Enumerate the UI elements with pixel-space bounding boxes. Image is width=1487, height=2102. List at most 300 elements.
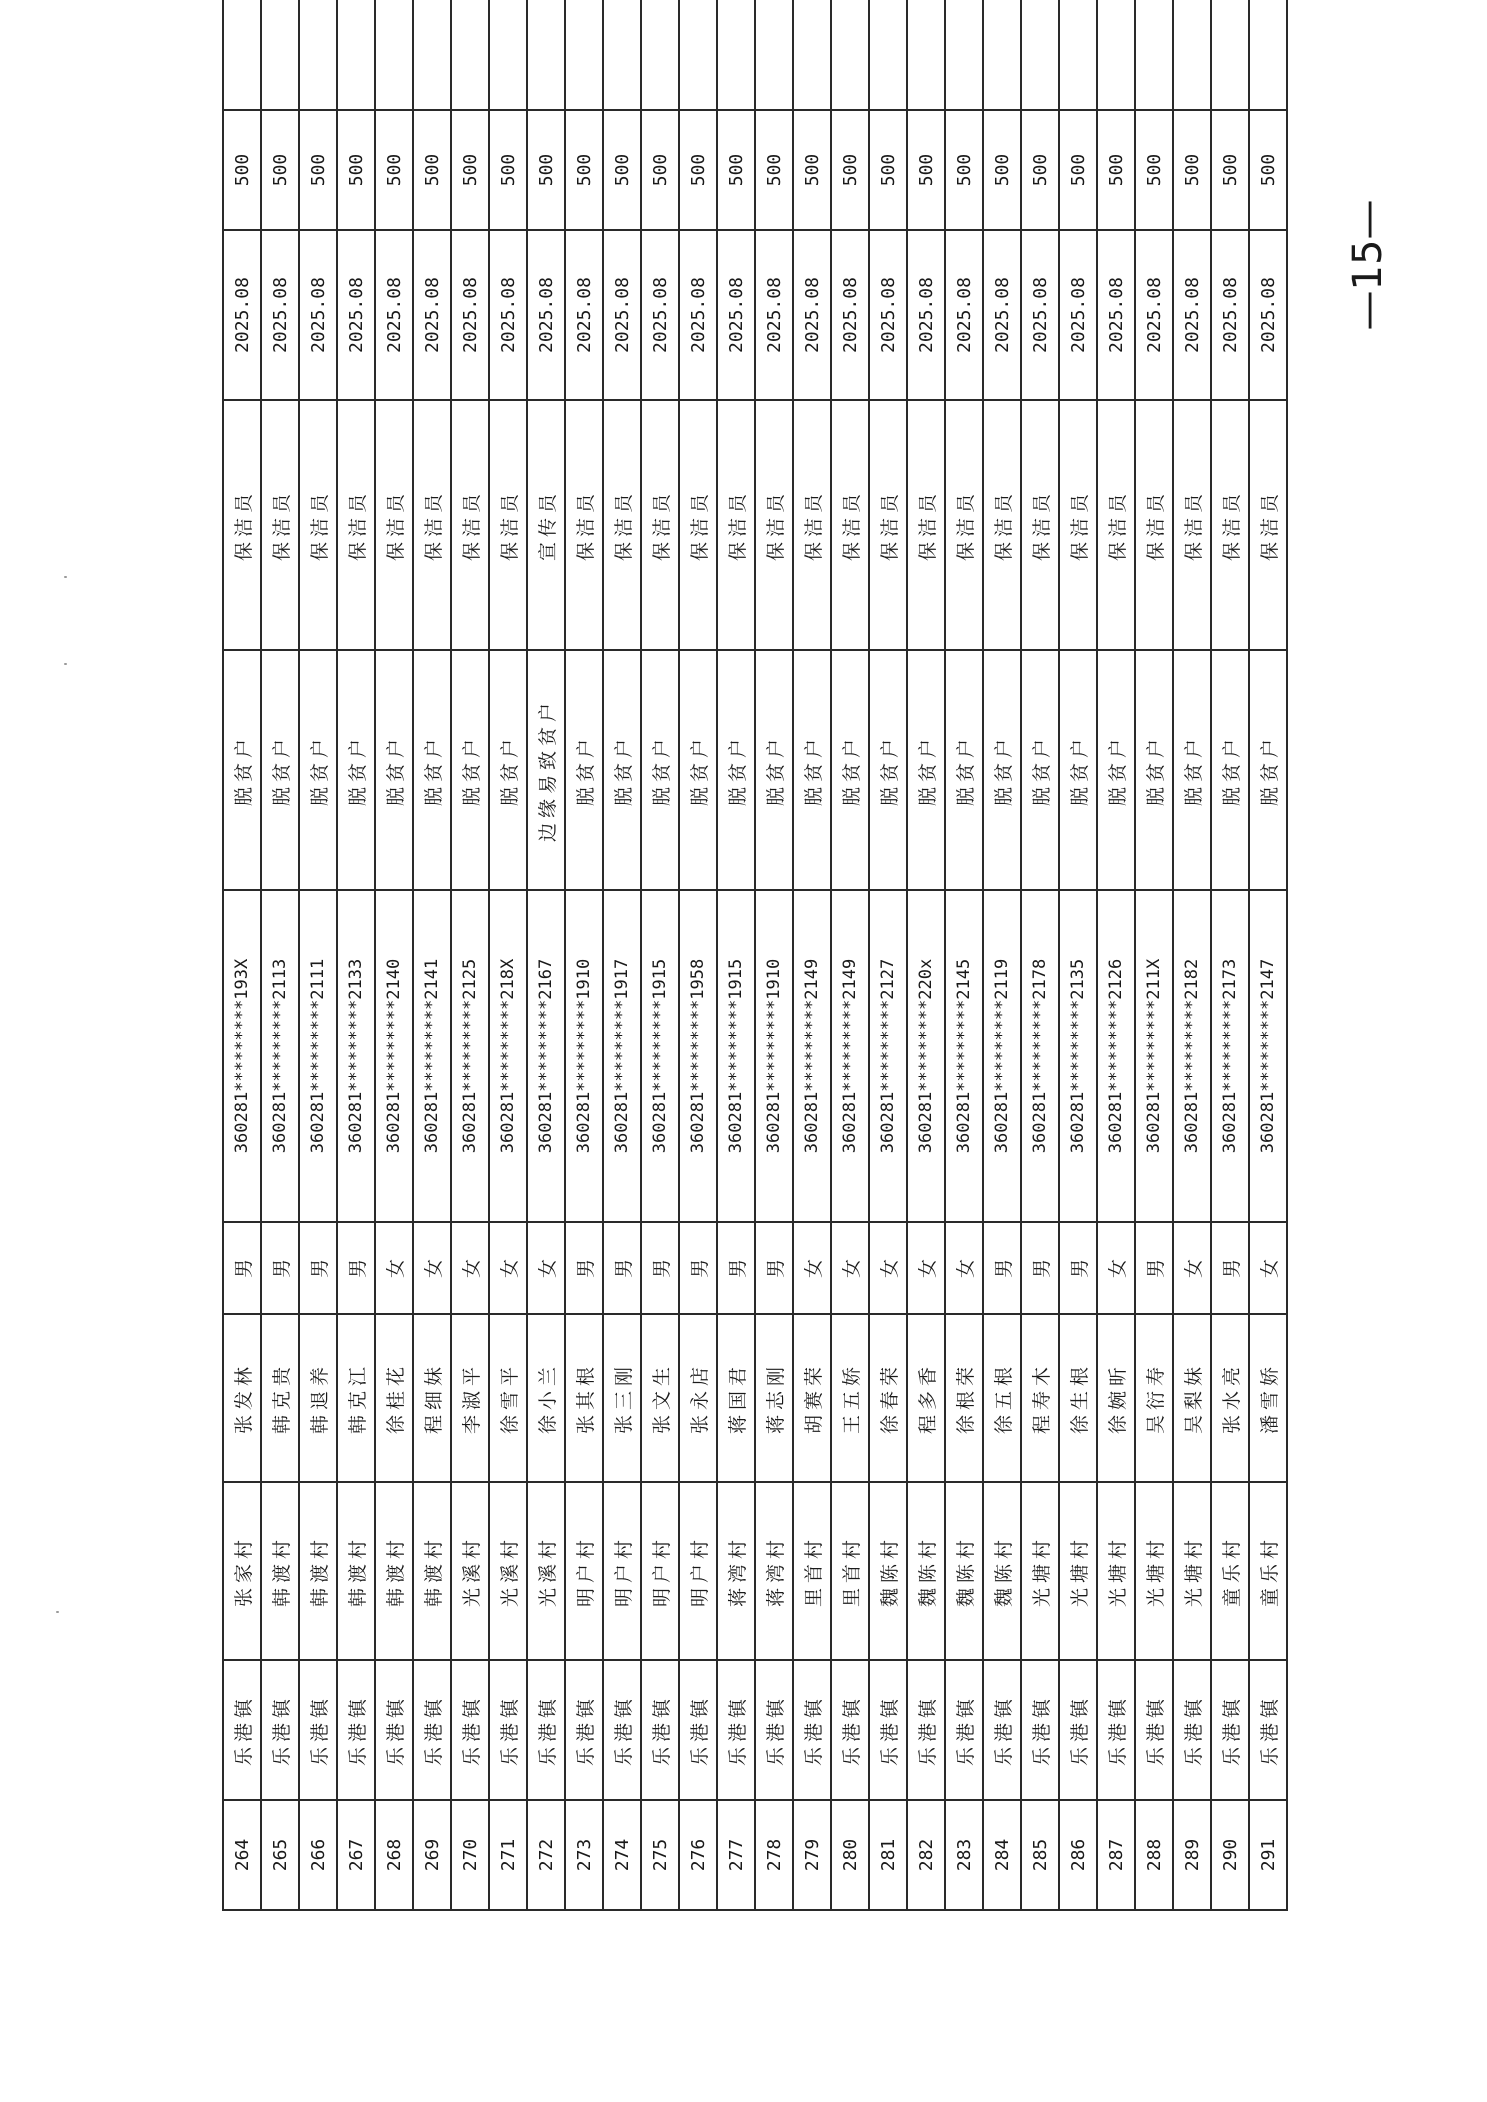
cell-village: 光溪村 [489, 1482, 527, 1660]
cell-village: 韩渡村 [375, 1482, 413, 1660]
cell-blank [603, 0, 641, 110]
cell-post: 保洁员 [1097, 400, 1135, 650]
cell-name: 蒋国君 [717, 1314, 755, 1482]
cell-town: 乐港镇 [261, 1660, 299, 1800]
cell-amount: 500 [1173, 110, 1211, 230]
cell-name: 韩克江 [337, 1314, 375, 1482]
cell-name: 程多香 [907, 1314, 945, 1482]
cell-no: 266 [299, 1800, 337, 1910]
cell-blank [1059, 0, 1097, 110]
cell-date: 2025.08 [1059, 230, 1097, 400]
cell-town: 乐港镇 [223, 1660, 261, 1800]
cell-id-number: 360281*********1958 [679, 890, 717, 1222]
cell-town: 乐港镇 [945, 1660, 983, 1800]
cell-amount: 500 [223, 110, 261, 230]
cell-town: 乐港镇 [717, 1660, 755, 1800]
cell-name: 胡赛荣 [793, 1314, 831, 1482]
cell-no: 281 [869, 1800, 907, 1910]
page-number [1338, 190, 1398, 340]
cell-post: 保洁员 [793, 400, 831, 650]
cell-id-number: 360281*********218X [489, 890, 527, 1222]
cell-date: 2025.08 [527, 230, 565, 400]
cell-post: 保洁员 [261, 400, 299, 650]
cell-amount: 500 [907, 110, 945, 230]
cell-no: 267 [337, 1800, 375, 1910]
cell-blank [1135, 0, 1173, 110]
cell-household-type: 脱贫户 [755, 650, 793, 890]
cell-sex: 男 [603, 1222, 641, 1314]
cell-no: 275 [641, 1800, 679, 1910]
cell-amount: 500 [1135, 110, 1173, 230]
cell-amount: 500 [451, 110, 489, 230]
cell-amount: 500 [1097, 110, 1135, 230]
cell-date: 2025.08 [831, 230, 869, 400]
cell-name: 吴梨妹 [1173, 1314, 1211, 1482]
cell-town: 乐港镇 [641, 1660, 679, 1800]
cell-blank [945, 0, 983, 110]
cell-date: 2025.08 [299, 230, 337, 400]
cell-household-type: 脱贫户 [375, 650, 413, 890]
cell-blank [1021, 0, 1059, 110]
cell-date: 2025.08 [983, 230, 1021, 400]
table-row [451, 0, 489, 1910]
table-row [907, 0, 945, 1910]
cell-amount: 500 [375, 110, 413, 230]
cell-village: 光塘村 [1135, 1482, 1173, 1660]
table-row [1059, 0, 1097, 1910]
cell-sex: 女 [413, 1222, 451, 1314]
table-row [413, 0, 451, 1910]
cell-date: 2025.08 [337, 230, 375, 400]
cell-id-number: 360281*********2125 [451, 890, 489, 1222]
cell-post: 保洁员 [299, 400, 337, 650]
table-row [565, 0, 603, 1910]
cell-town: 乐港镇 [1021, 1660, 1059, 1800]
cell-name: 张永店 [679, 1314, 717, 1482]
cell-amount: 500 [1059, 110, 1097, 230]
cell-sex: 女 [375, 1222, 413, 1314]
cell-village: 光塘村 [1021, 1482, 1059, 1660]
cell-sex: 男 [679, 1222, 717, 1314]
subsidy-table [222, 0, 1288, 1911]
cell-post: 保洁员 [945, 400, 983, 650]
table-row [679, 0, 717, 1910]
cell-town: 乐港镇 [1135, 1660, 1173, 1800]
cell-household-type: 脱贫户 [1173, 650, 1211, 890]
scan-speck [56, 1611, 59, 1613]
cell-blank [869, 0, 907, 110]
cell-date: 2025.08 [869, 230, 907, 400]
table-row [299, 0, 337, 1910]
cell-name: 王五娇 [831, 1314, 869, 1482]
cell-village: 魏陈村 [869, 1482, 907, 1660]
cell-amount: 500 [337, 110, 375, 230]
cell-village: 明户村 [641, 1482, 679, 1660]
cell-sex: 女 [1173, 1222, 1211, 1314]
cell-date: 2025.08 [565, 230, 603, 400]
cell-id-number: 360281*********2140 [375, 890, 413, 1222]
cell-village: 蒋湾村 [755, 1482, 793, 1660]
cell-amount: 500 [869, 110, 907, 230]
table-row [793, 0, 831, 1910]
cell-sex: 男 [755, 1222, 793, 1314]
cell-id-number: 360281*********2178 [1021, 890, 1059, 1222]
cell-sex: 男 [1135, 1222, 1173, 1314]
cell-sex: 男 [717, 1222, 755, 1314]
cell-sex: 男 [983, 1222, 1021, 1314]
cell-amount: 500 [261, 110, 299, 230]
cell-post: 保洁员 [1135, 400, 1173, 650]
cell-no: 286 [1059, 1800, 1097, 1910]
cell-town: 乐港镇 [451, 1660, 489, 1800]
cell-village: 里首村 [831, 1482, 869, 1660]
cell-id-number: 360281*********1910 [565, 890, 603, 1222]
cell-date: 2025.08 [223, 230, 261, 400]
cell-name: 徐小兰 [527, 1314, 565, 1482]
cell-name: 徐雪平 [489, 1314, 527, 1482]
cell-post: 宣传员 [527, 400, 565, 650]
cell-sex: 男 [261, 1222, 299, 1314]
cell-sex: 男 [337, 1222, 375, 1314]
cell-household-type: 脱贫户 [983, 650, 1021, 890]
cell-name: 徐桂花 [375, 1314, 413, 1482]
cell-no: 277 [717, 1800, 755, 1910]
cell-sex: 男 [565, 1222, 603, 1314]
cell-post: 保洁员 [755, 400, 793, 650]
cell-date: 2025.08 [1097, 230, 1135, 400]
cell-sex: 女 [907, 1222, 945, 1314]
cell-sex: 男 [223, 1222, 261, 1314]
cell-village: 明户村 [679, 1482, 717, 1660]
cell-blank [679, 0, 717, 110]
table-row [1135, 0, 1173, 1910]
cell-id-number: 360281*********193X [223, 890, 261, 1222]
cell-amount: 500 [1021, 110, 1059, 230]
cell-date: 2025.08 [1021, 230, 1059, 400]
cell-name: 张其根 [565, 1314, 603, 1482]
cell-village: 明户村 [603, 1482, 641, 1660]
cell-household-type: 脱贫户 [261, 650, 299, 890]
cell-household-type: 脱贫户 [641, 650, 679, 890]
cell-village: 蒋湾村 [717, 1482, 755, 1660]
cell-amount: 500 [603, 110, 641, 230]
cell-date: 2025.08 [755, 230, 793, 400]
cell-blank [793, 0, 831, 110]
cell-name: 吴衍寿 [1135, 1314, 1173, 1482]
cell-sex: 男 [1021, 1222, 1059, 1314]
cell-id-number: 360281*********2167 [527, 890, 565, 1222]
cell-post: 保洁员 [223, 400, 261, 650]
table-row [603, 0, 641, 1910]
cell-household-type: 脱贫户 [1097, 650, 1135, 890]
cell-town: 乐港镇 [793, 1660, 831, 1800]
cell-village: 光塘村 [1097, 1482, 1135, 1660]
cell-post: 保洁员 [831, 400, 869, 650]
cell-village: 光溪村 [527, 1482, 565, 1660]
cell-amount: 500 [1249, 110, 1287, 230]
cell-household-type: 脱贫户 [831, 650, 869, 890]
cell-household-type: 脱贫户 [679, 650, 717, 890]
cell-name: 张水亮 [1211, 1314, 1249, 1482]
cell-household-type: 脱贫户 [223, 650, 261, 890]
cell-id-number: 360281*********1917 [603, 890, 641, 1222]
document-table-container [222, 126, 1281, 1911]
cell-name: 徐五根 [983, 1314, 1021, 1482]
cell-town: 乐港镇 [565, 1660, 603, 1800]
cell-amount: 500 [565, 110, 603, 230]
cell-post: 保洁员 [1211, 400, 1249, 650]
cell-sex: 男 [641, 1222, 679, 1314]
cell-amount: 500 [527, 110, 565, 230]
cell-blank [413, 0, 451, 110]
cell-no: 276 [679, 1800, 717, 1910]
cell-household-type: 脱贫户 [1249, 650, 1287, 890]
cell-household-type: 脱贫户 [869, 650, 907, 890]
cell-date: 2025.08 [1173, 230, 1211, 400]
cell-blank [907, 0, 945, 110]
cell-name: 张发林 [223, 1314, 261, 1482]
cell-amount: 500 [413, 110, 451, 230]
cell-date: 2025.08 [907, 230, 945, 400]
cell-village: 韩渡村 [413, 1482, 451, 1660]
table-row [1211, 0, 1249, 1910]
cell-town: 乐港镇 [755, 1660, 793, 1800]
cell-sex: 女 [489, 1222, 527, 1314]
cell-post: 保洁员 [1059, 400, 1097, 650]
cell-no: 285 [1021, 1800, 1059, 1910]
cell-town: 乐港镇 [299, 1660, 337, 1800]
cell-town: 乐港镇 [603, 1660, 641, 1800]
cell-blank [755, 0, 793, 110]
cell-town: 乐港镇 [527, 1660, 565, 1800]
table-row [1173, 0, 1211, 1910]
cell-id-number: 360281*********211X [1135, 890, 1173, 1222]
cell-no: 270 [451, 1800, 489, 1910]
cell-town: 乐港镇 [413, 1660, 451, 1800]
cell-no: 265 [261, 1800, 299, 1910]
cell-household-type: 脱贫户 [489, 650, 527, 890]
cell-household-type: 脱贫户 [337, 650, 375, 890]
cell-post: 保洁员 [565, 400, 603, 650]
cell-blank [717, 0, 755, 110]
cell-date: 2025.08 [261, 230, 299, 400]
cell-no: 280 [831, 1800, 869, 1910]
cell-date: 2025.08 [413, 230, 451, 400]
table-row [869, 0, 907, 1910]
cell-amount: 500 [1211, 110, 1249, 230]
cell-blank [337, 0, 375, 110]
cell-id-number: 360281*********2135 [1059, 890, 1097, 1222]
cell-village: 韩渡村 [299, 1482, 337, 1660]
scan-speck [64, 663, 67, 665]
cell-household-type: 脱贫户 [1135, 650, 1173, 890]
cell-post: 保洁员 [337, 400, 375, 650]
cell-no: 288 [1135, 1800, 1173, 1910]
cell-date: 2025.08 [1135, 230, 1173, 400]
cell-village: 光溪村 [451, 1482, 489, 1660]
cell-post: 保洁员 [1249, 400, 1287, 650]
cell-town: 乐港镇 [1211, 1660, 1249, 1800]
cell-no: 284 [983, 1800, 1021, 1910]
cell-village: 里首村 [793, 1482, 831, 1660]
cell-id-number: 360281*********1915 [717, 890, 755, 1222]
cell-village: 光塘村 [1173, 1482, 1211, 1660]
cell-date: 2025.08 [717, 230, 755, 400]
cell-id-number: 360281*********2149 [831, 890, 869, 1222]
cell-amount: 500 [299, 110, 337, 230]
cell-post: 保洁员 [983, 400, 1021, 650]
cell-village: 童乐村 [1249, 1482, 1287, 1660]
cell-id-number: 360281*********2141 [413, 890, 451, 1222]
table-row [1097, 0, 1135, 1910]
cell-blank [261, 0, 299, 110]
cell-post: 保洁员 [413, 400, 451, 650]
cell-town: 乐港镇 [679, 1660, 717, 1800]
cell-no: 287 [1097, 1800, 1135, 1910]
cell-no: 269 [413, 1800, 451, 1910]
cell-amount: 500 [831, 110, 869, 230]
cell-date: 2025.08 [945, 230, 983, 400]
cell-village: 魏陈村 [907, 1482, 945, 1660]
cell-name: 张文生 [641, 1314, 679, 1482]
cell-household-type: 脱贫户 [1021, 650, 1059, 890]
cell-village: 魏陈村 [945, 1482, 983, 1660]
cell-name: 程细妹 [413, 1314, 451, 1482]
cell-id-number: 360281*********2149 [793, 890, 831, 1222]
table-row [983, 0, 1021, 1910]
cell-id-number: 360281*********1915 [641, 890, 679, 1222]
cell-village: 魏陈村 [983, 1482, 1021, 1660]
table-row [337, 0, 375, 1910]
cell-name: 徐生根 [1059, 1314, 1097, 1482]
cell-amount: 500 [717, 110, 755, 230]
cell-name: 徐婉昕 [1097, 1314, 1135, 1482]
cell-town: 乐港镇 [1059, 1660, 1097, 1800]
cell-post: 保洁员 [907, 400, 945, 650]
table-row [755, 0, 793, 1910]
cell-village: 童乐村 [1211, 1482, 1249, 1660]
cell-amount: 500 [679, 110, 717, 230]
cell-town: 乐港镇 [375, 1660, 413, 1800]
cell-town: 乐港镇 [1249, 1660, 1287, 1800]
cell-household-type: 脱贫户 [1211, 650, 1249, 890]
cell-post: 保洁员 [489, 400, 527, 650]
cell-blank [223, 0, 261, 110]
cell-no: 268 [375, 1800, 413, 1910]
cell-town: 乐港镇 [337, 1660, 375, 1800]
cell-household-type: 脱贫户 [717, 650, 755, 890]
cell-sex: 女 [451, 1222, 489, 1314]
cell-post: 保洁员 [869, 400, 907, 650]
cell-no: 272 [527, 1800, 565, 1910]
table-row [223, 0, 261, 1910]
cell-household-type: 脱贫户 [451, 650, 489, 890]
cell-name: 韩克贵 [261, 1314, 299, 1482]
cell-date: 2025.08 [451, 230, 489, 400]
cell-no: 278 [755, 1800, 793, 1910]
cell-name: 韩退养 [299, 1314, 337, 1482]
cell-sex: 女 [869, 1222, 907, 1314]
cell-date: 2025.08 [1211, 230, 1249, 400]
cell-town: 乐港镇 [489, 1660, 527, 1800]
cell-household-type: 脱贫户 [1059, 650, 1097, 890]
cell-blank [489, 0, 527, 110]
page-number-text: —15— [1345, 199, 1391, 331]
cell-amount: 500 [641, 110, 679, 230]
cell-blank [375, 0, 413, 110]
cell-household-type: 脱贫户 [793, 650, 831, 890]
table-body [223, 0, 1287, 1910]
cell-no: 274 [603, 1800, 641, 1910]
cell-blank [299, 0, 337, 110]
cell-sex: 女 [1249, 1222, 1287, 1314]
cell-name: 蒋志刚 [755, 1314, 793, 1482]
cell-date: 2025.08 [793, 230, 831, 400]
cell-amount: 500 [793, 110, 831, 230]
table-row [1249, 0, 1287, 1910]
cell-post: 保洁员 [1021, 400, 1059, 650]
cell-town: 乐港镇 [907, 1660, 945, 1800]
cell-no: 291 [1249, 1800, 1287, 1910]
cell-blank [527, 0, 565, 110]
cell-post: 保洁员 [717, 400, 755, 650]
cell-household-type: 脱贫户 [945, 650, 983, 890]
cell-id-number: 360281*********2147 [1249, 890, 1287, 1222]
cell-name: 李淑平 [451, 1314, 489, 1482]
cell-household-type: 脱贫户 [603, 650, 641, 890]
cell-blank [565, 0, 603, 110]
cell-post: 保洁员 [603, 400, 641, 650]
cell-id-number: 360281*********2145 [945, 890, 983, 1222]
cell-amount: 500 [755, 110, 793, 230]
cell-id-number: 360281*********2126 [1097, 890, 1135, 1222]
cell-sex: 男 [299, 1222, 337, 1314]
cell-no: 282 [907, 1800, 945, 1910]
cell-no: 273 [565, 1800, 603, 1910]
cell-blank [451, 0, 489, 110]
cell-amount: 500 [983, 110, 1021, 230]
cell-post: 保洁员 [679, 400, 717, 650]
table-row [375, 0, 413, 1910]
cell-date: 2025.08 [641, 230, 679, 400]
cell-amount: 500 [489, 110, 527, 230]
table-row [717, 0, 755, 1910]
cell-no: 290 [1211, 1800, 1249, 1910]
cell-village: 韩渡村 [261, 1482, 299, 1660]
cell-date: 2025.08 [1249, 230, 1287, 400]
cell-id-number: 360281*********2133 [337, 890, 375, 1222]
cell-date: 2025.08 [603, 230, 641, 400]
cell-no: 283 [945, 1800, 983, 1910]
cell-name: 徐春荣 [869, 1314, 907, 1482]
cell-no: 271 [489, 1800, 527, 1910]
cell-post: 保洁员 [1173, 400, 1211, 650]
cell-blank [983, 0, 1021, 110]
cell-sex: 女 [831, 1222, 869, 1314]
cell-town: 乐港镇 [1097, 1660, 1135, 1800]
table-row [641, 0, 679, 1910]
cell-household-type: 脱贫户 [565, 650, 603, 890]
cell-sex: 女 [793, 1222, 831, 1314]
cell-id-number: 360281*********220x [907, 890, 945, 1222]
cell-post: 保洁员 [375, 400, 413, 650]
cell-no: 264 [223, 1800, 261, 1910]
table-row [261, 0, 299, 1910]
table-row [831, 0, 869, 1910]
cell-date: 2025.08 [375, 230, 413, 400]
cell-id-number: 360281*********2173 [1211, 890, 1249, 1222]
cell-post: 保洁员 [641, 400, 679, 650]
